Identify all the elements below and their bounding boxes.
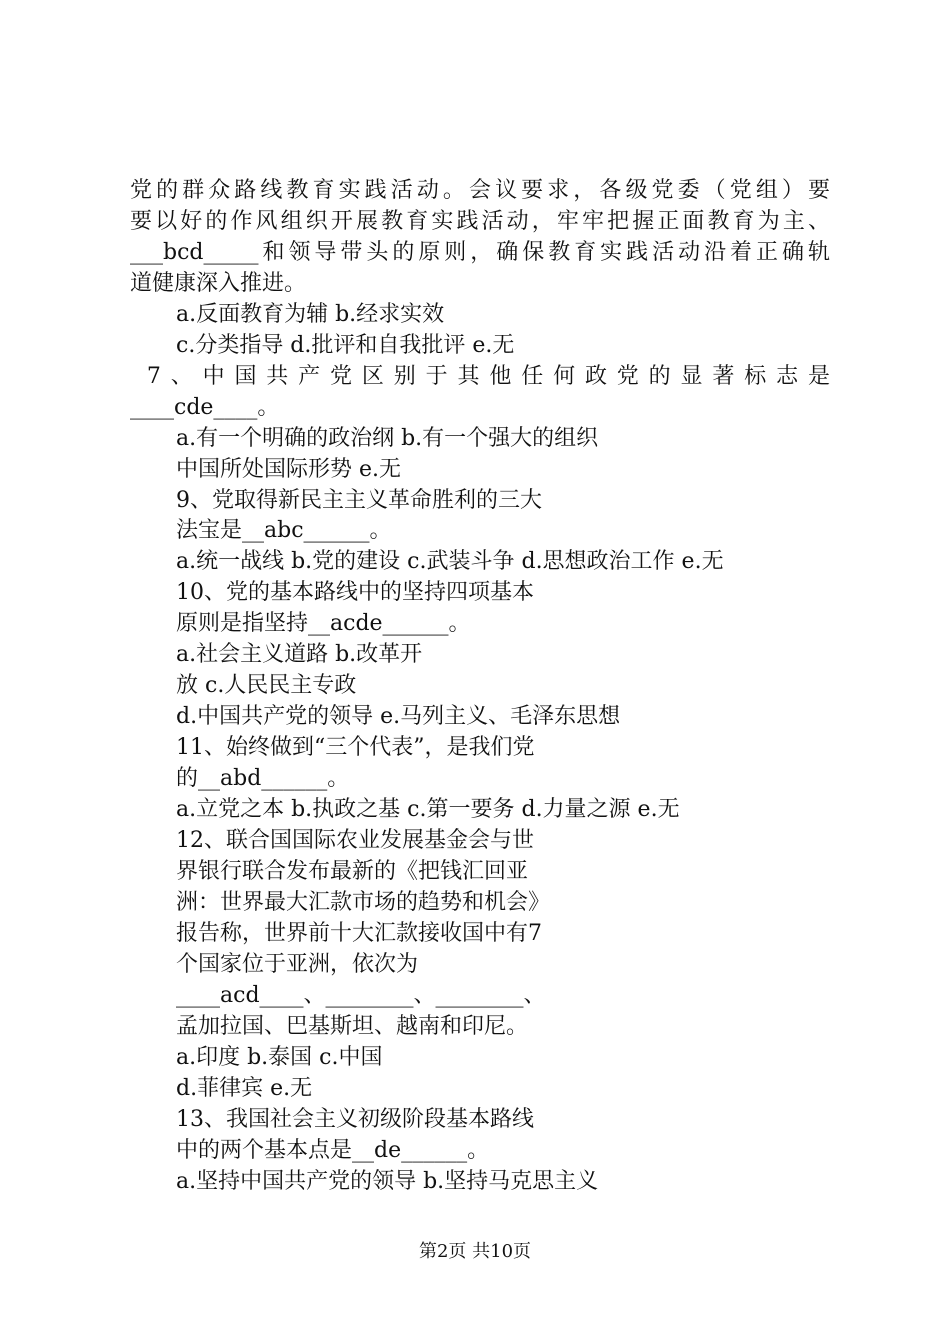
option-line: c.分类指导 d.批评和自我批评 e.无 (176, 333, 515, 358)
option-line: a.有一个明确的政治纲 b.有一个强大的组织 (176, 426, 599, 451)
text-line: ___bcd_____和领导带头的原则，确保教育实践活动沿着正确轨 (130, 240, 830, 265)
answer-blank-line: 法宝是__abc______。 (176, 518, 392, 543)
answer-blank-line: 原则是指坚持__acde______。 (176, 611, 471, 636)
option-line: 放 c.人民民主专政 (176, 673, 357, 698)
question-line: 报告称，世界前十大汇款接收国中有7 (176, 921, 542, 946)
question-line: 界银行联合发布最新的《把钱汇回亚 (176, 859, 529, 884)
text-line: 要以好的作风组织开展教育实践活动，牢牢把握正面教育为主、 (130, 209, 830, 234)
option-line: a.印度 b.泰国 c.中国 (176, 1045, 383, 1070)
text-line: 道健康深入推进。 (130, 271, 307, 296)
answer-blank-line: 的__abd______。 (176, 766, 350, 791)
page-number-footer: 第2页 共10页 (418, 1241, 532, 1262)
option-line: a.社会主义道路 b.改革开 (176, 642, 423, 667)
option-line: a.坚持中国共产党的领导 b.坚持马克思主义 (176, 1169, 599, 1194)
question-line: 10、党的基本路线中的坚持四项基本 (176, 580, 534, 605)
option-line: 中国所处国际形势 e.无 (176, 457, 402, 482)
option-line: a.统一战线 b.党的建设 c.武装斗争 d.思想政治工作 e.无 (176, 549, 724, 574)
question-line: 9、党取得新民主主义革命胜利的三大 (176, 488, 542, 513)
question-line: 洲：世界最大汇款市场的趋势和机会》 (176, 890, 551, 915)
option-line: a.反面教育为辅 b.经求实效 (176, 302, 445, 327)
option-line: a.立党之本 b.执政之基 c.第一要务 d.力量之源 e.无 (176, 797, 680, 822)
question-line: 个国家位于亚洲，依次为 (176, 952, 419, 977)
question-line: 13、我国社会主义初级阶段基本路线 (176, 1107, 534, 1132)
answer-blank-line: 中的两个基本点是__de______。 (176, 1138, 490, 1163)
question-line: 孟加拉国、巴基斯坦、越南和印尼。 (176, 1014, 529, 1039)
option-line: d.中国共产党的领导 e.马列主义、毛泽东思想 (176, 704, 621, 729)
text-line: 党的群众路线教育实践活动。会议要求，各级党委（党组）要 (130, 178, 830, 203)
option-line: d.菲律宾 e.无 (176, 1076, 313, 1101)
answer-blank-line: ____acd____、________、________、 (176, 983, 546, 1008)
answer-blank-line: ____cde____。 (130, 395, 280, 420)
question-line: 11、始终做到“三个代表”，是我们党 (176, 735, 535, 760)
question-line: 12、联合国国际农业发展基金会与世 (176, 828, 534, 853)
question-line: 7、中国共产党区别于其他任何政党的显著标志是 (130, 364, 830, 389)
